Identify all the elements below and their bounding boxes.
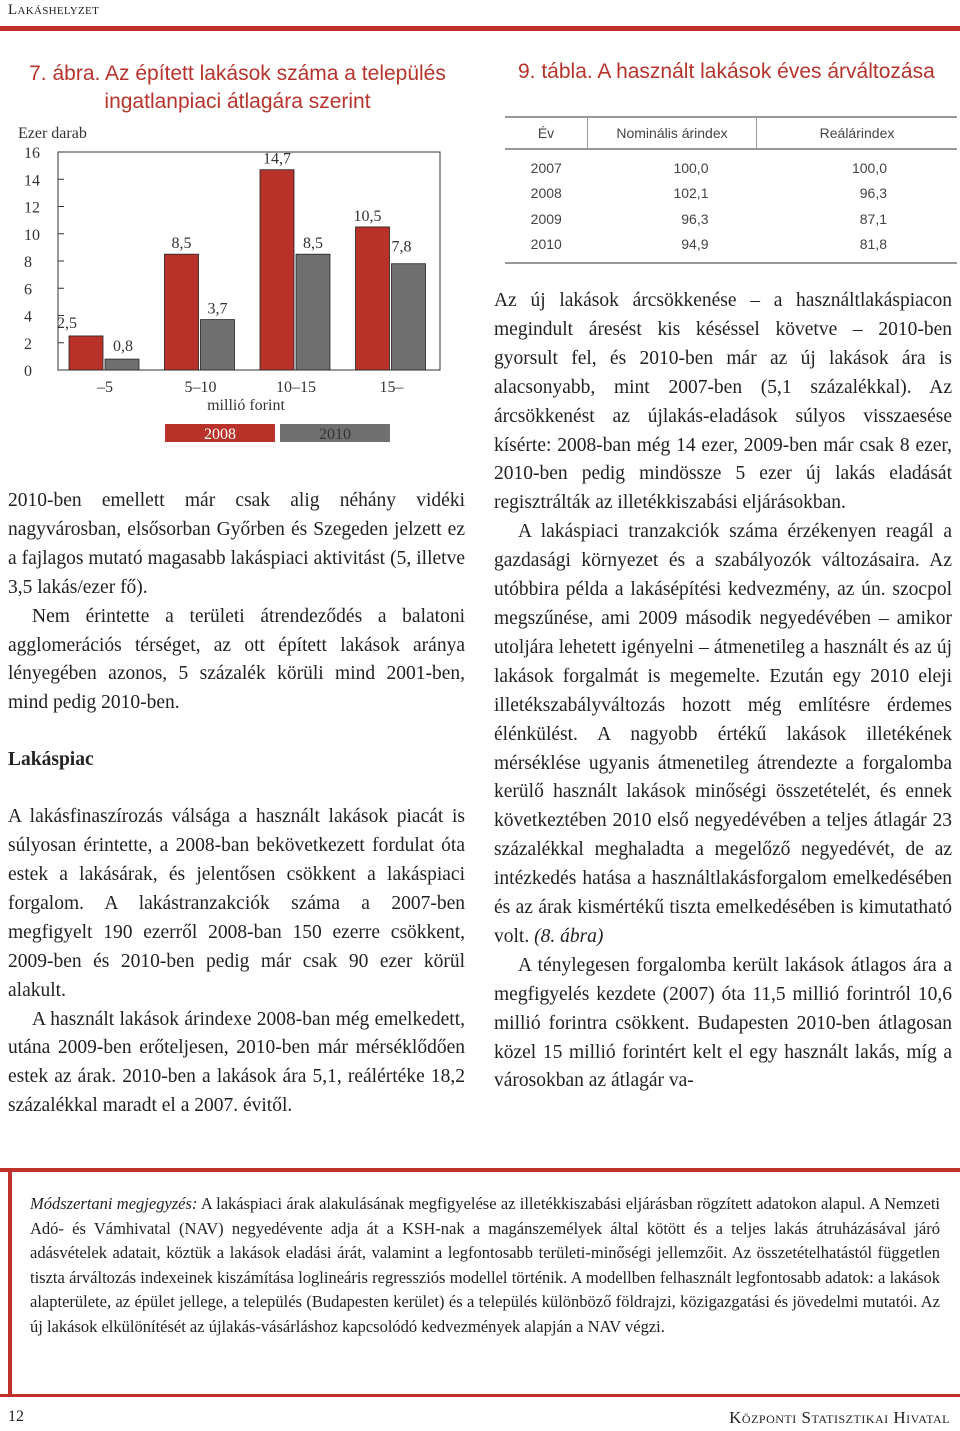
page-number: 12 <box>8 1408 24 1425</box>
running-header: Lakáshelyzet <box>8 2 100 18</box>
section-heading: Lakáspiac <box>8 749 94 771</box>
x-tick-label: 15– <box>379 379 404 396</box>
data-label: 14,7 <box>263 150 291 168</box>
y-tick-label: 10 <box>24 226 40 244</box>
bar-2008 <box>69 336 103 370</box>
bar-2008 <box>356 227 390 370</box>
column-header-year: Év <box>505 117 588 149</box>
price-index-table <box>505 116 957 264</box>
bar-2008 <box>165 254 199 370</box>
cell-year: 2009 <box>530 210 562 227</box>
cell-year: 2010 <box>505 232 588 264</box>
paragraph <box>494 518 952 952</box>
column-header-nominal: Nominális árindex <box>588 117 757 149</box>
y-tick-label: 14 <box>24 172 40 190</box>
table-header-row <box>505 117 957 149</box>
cell-nominal: 102,1 <box>673 185 709 202</box>
paragraph-text: A lakáspiaci tranzakciók száma érzékenyen reagál a gazdasági környezet és a szabályozók változásaira. Az utóbbira példa a lakásépítési kedvezmény, az ún. szocpol megszűnése, ami 2009 második negyedévében – amikor utoljára lehetett igényelni – átmenetileg a használt és az új lakások forgalmát is megemelte. Ezután egy 2010 eleji illetékszabályváltozás hozott még említésre érdemes élénkülést. A nagyobb értékű lakások illetékének mérséklése ugyanis átmenetileg átrendezte a forgalomba kerülő használt lakások minőségi összetételét, és ennek következtében 2010 első negyedévében a teljes átlagár 23 százalékkal meghaladta a megelőző negyedévét, de az intézkedés hatása a használtlakásforgalom emelkedésében és az árak kismértékű tiszta emelkedésében is kimutatható volt. <box>494 521 952 947</box>
cell-nominal: 96,3 <box>681 210 709 227</box>
cell-nominal: 100,0 <box>673 159 709 176</box>
note-text <box>30 1192 940 1339</box>
cell-year: 2008 <box>530 185 562 202</box>
data-label: 0,8 <box>113 338 133 356</box>
y-tick-label: 6 <box>24 281 32 299</box>
header-rule <box>0 26 960 31</box>
bar-2010 <box>392 264 426 370</box>
footer-publisher: Központi Statisztikai Hivatal <box>729 1408 950 1427</box>
cell-real: 87,1 <box>859 210 887 227</box>
data-label: 10,5 <box>353 207 382 225</box>
table-row <box>505 206 957 232</box>
y-tick-label: 8 <box>24 254 32 271</box>
note-accent-bar <box>8 1172 12 1394</box>
column-header-real: Reálárindex <box>757 117 958 149</box>
paragraph: Az új lakások árcsökkenése – a használtlakáspiacon megindult áresést kis késéssel követve – 2010-ben gyorsult fel, és 2010-ben már az új lakások ára is alacsonyabb, mint 2007-ben (5,1 százalékkal). Az árcsökkenést az újlakás-eladások súlyos visszaesése kísérte: 2008-ban még 14 ezer, 2009-ben már csak 8 ezer, 2010-ben pedig mindössze 5 ezer új lakás eladását regisztrálták az illetékkiszabási eljárásokban. <box>494 290 952 514</box>
left-column <box>8 487 465 1121</box>
cell-real: 81,8 <box>757 232 958 264</box>
bar-2010 <box>105 359 139 370</box>
table-row <box>505 181 957 207</box>
data-label: 8,5 <box>171 235 192 253</box>
table-row <box>505 149 957 181</box>
y-tick-label: 12 <box>24 199 40 217</box>
paragraph: A ténylegesen forgalomba került lakások átlagos ára a megfigyelés kezdete (2007) óta 11,5 millió forintról 10,6 millió forintra csökkent. Budapesten 2010-ben átlagosan közel 15 millió forintért kelt el egy használt lakás, míg a városokban az átlagár va- <box>494 954 952 1092</box>
paragraph: A használt lakások árindexe 2008-ban még emelkedett, utána 2009-ben erőteljesen, 2010-ben már mérséklődően estek az árak. 2010-ben a lakások ára 5,1, reálértéke 18,2 százalékkal maradt el a 2007. évitől. <box>8 1008 465 1117</box>
bar-chart <box>0 118 470 458</box>
paragraph: 2010-ben emellett már csak alig néhány vidéki nagyvárosban, elsősorban Győrben és Szegeden jelzett ez a fajlagos mutató magasabb lakáspiaci aktivitást (5, illetve 3,5 lakás/ezer fő). <box>8 490 465 598</box>
y-tick-label: 4 <box>24 308 32 326</box>
bar-2010 <box>201 320 235 370</box>
y-axis-label: Ezer darab <box>18 125 87 142</box>
figure-title-line2: ingatlanpiaci átlagára szerint <box>104 90 371 113</box>
bar-2008 <box>260 170 294 370</box>
cell-real: 100,0 <box>851 159 887 176</box>
data-label: 8,5 <box>303 235 323 253</box>
right-column <box>494 287 952 1096</box>
paragraph: A lakásfinaszírozás válsága a használt lakások piacát is súlyosan érintette, a 2008-ban bekövetkezett fordulat óta estek a lakásárak, és jelentősen csökkent a lakáspiaci forgalom. A lakástranzakciók száma a 2007-ben megfigyelt 190 ezerről 2008-ban 150 ezerre csökkent, 2009-ben és 2010-ben pedig már csak 90 ezer körül alakult. <box>8 806 465 1001</box>
x-tick-label: 5–10 <box>184 379 217 396</box>
bar-2010 <box>296 254 330 370</box>
table-row <box>505 232 957 264</box>
paragraph: Nem érintette a területi átrendeződés a balatoni agglomerációs térséget, az ott épített lakások aránya lényegében azonos, 5 százalék körüli mind 2001-ben, mind pedig 2010-ben. <box>8 605 465 714</box>
x-tick-label: 10–15 <box>276 379 316 396</box>
note-label: Módszertani megjegyzés: <box>30 1194 198 1213</box>
x-tick-label: –5 <box>97 379 113 396</box>
methodology-note <box>0 1168 960 1397</box>
data-label: 3,7 <box>207 300 228 318</box>
note-body: A lakáspiaci árak alakulásának megfigyelése az illetékkiszabási eljárásban rögzített adatokon alapul. A Nemzeti Adó- és Vámhivatal (NAV) negyedévente adja át a KSH-nak a magánszemélyek által kötött és a teljes lakás átruházásával járó adásvételek adatait, köztük a lakások eladási árát, valamint a legfontosabb területi-minőségi jellemzőit. Az összetételhatástól független tiszta árváltozás indexeinek kiszámítása loglineáris regressziós modellel történik. A modellben felhasznált legfontosabb adatok: a lakások alapterülete, az épület jellege, a település (Budapesten kerület) és a település különböző földrajzi, közigazgatási és jövedelmi mutatói. Az új lakások elkülönítését az újlakás-vásárláshoz kapcsolódó kedvezmények alapján a NAV végzi. <box>30 1194 940 1336</box>
legend-label-2010: 2010 <box>319 426 351 443</box>
data-label: 7,8 <box>391 238 412 256</box>
cell-nominal: 94,9 <box>588 232 757 264</box>
figure-title-line1: 7. ábra. Az épített lakások száma a település <box>29 62 446 85</box>
y-tick-label: 0 <box>24 363 32 380</box>
figure-reference: (8. ábra) <box>534 925 604 947</box>
table-title: 9. tábla. A használt lakások éves árváltozása <box>518 60 935 83</box>
data-label: 2,5 <box>57 314 77 332</box>
figure-title <box>0 60 475 116</box>
y-tick-label: 2 <box>24 335 32 353</box>
cell-real: 96,3 <box>859 185 887 202</box>
cell-year: 2007 <box>530 159 562 176</box>
x-axis-label: millió forint <box>207 397 285 414</box>
y-tick-label: 16 <box>24 145 40 162</box>
legend-label-2008: 2008 <box>204 426 236 443</box>
